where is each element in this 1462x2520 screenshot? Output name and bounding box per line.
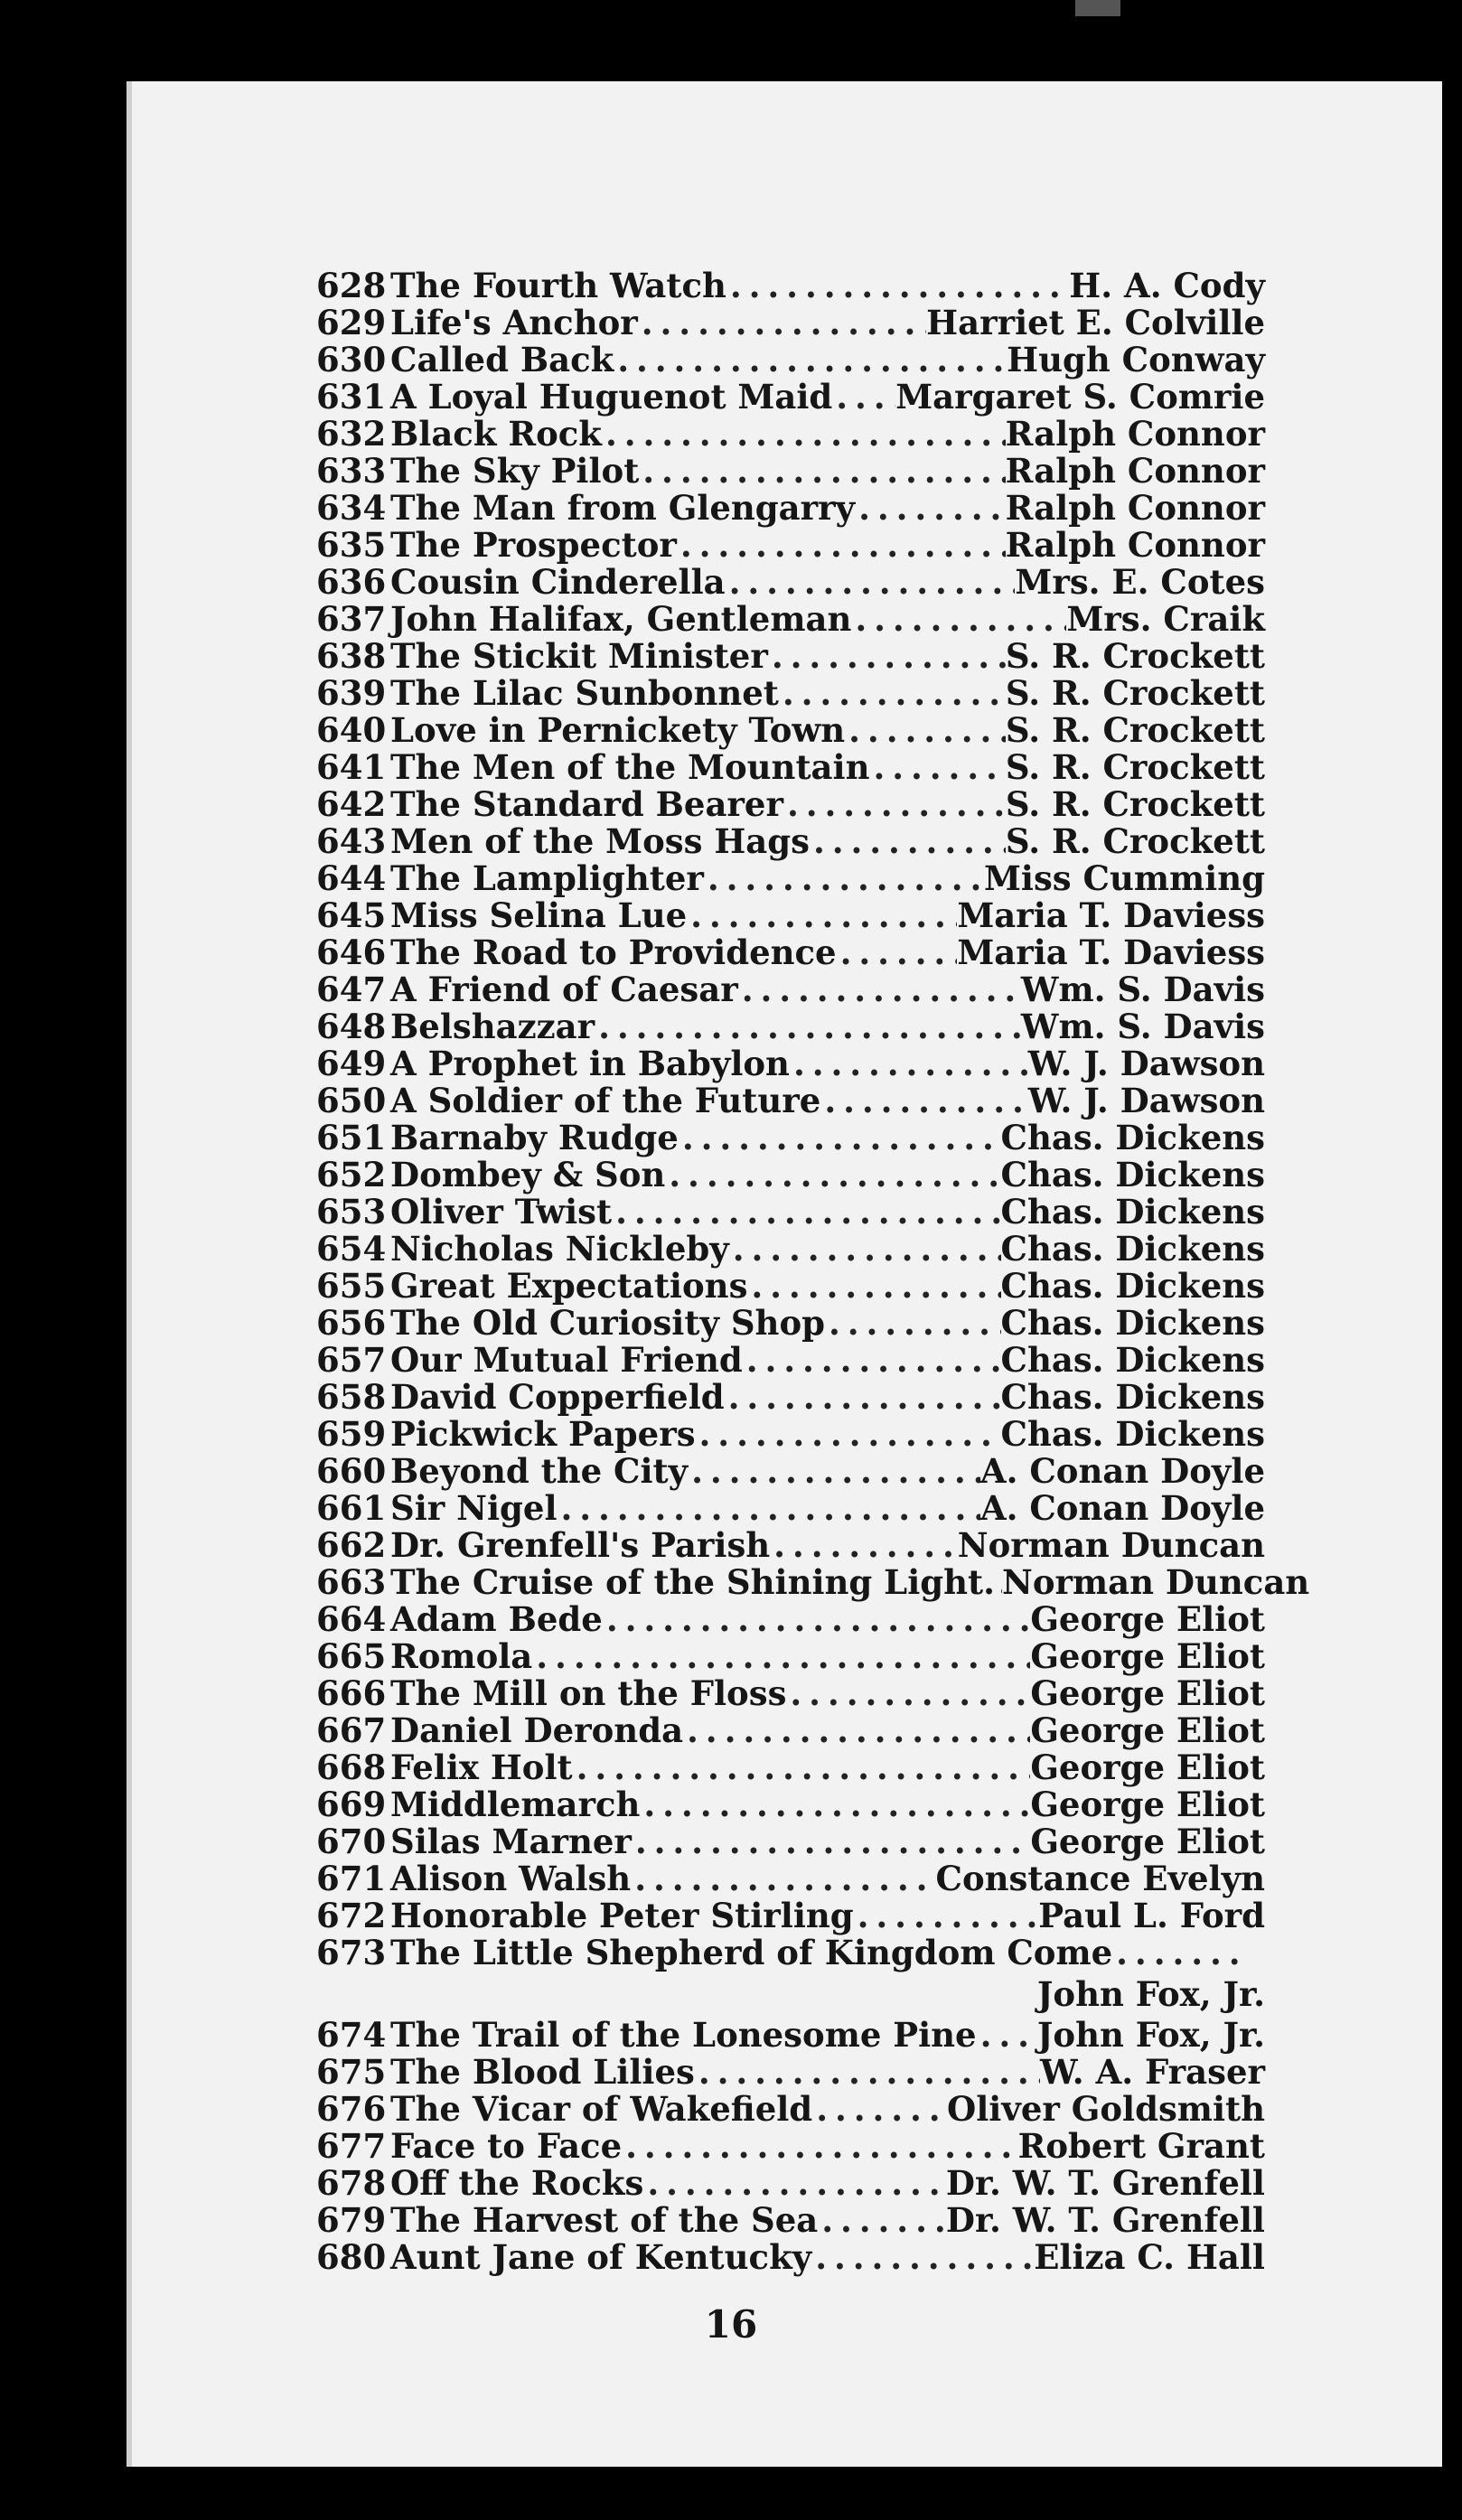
- entry-title: Nicholas Nickleby: [390, 1229, 729, 1269]
- entry-number: 649: [316, 1044, 387, 1083]
- catalog-entry: [316, 1305, 1265, 1342]
- dot-leader: [825, 1305, 1001, 1342]
- entry-author: Ralph Connor: [1005, 414, 1265, 454]
- catalog-entry: [316, 1527, 1265, 1564]
- entry-author: George Eliot: [1030, 1673, 1265, 1713]
- entry-number: 652: [316, 1155, 387, 1194]
- entry-title: Love in Pernickety Town: [390, 710, 846, 750]
- catalog-entry: [316, 638, 1265, 675]
- entry-title: The Mill on the Floss: [390, 1673, 787, 1713]
- entry-title: Our Mutual Friend: [390, 1340, 743, 1380]
- entry-author: Chas. Dickens: [1000, 1266, 1265, 1306]
- catalog-entry: [316, 1119, 1265, 1157]
- entry-title: Alison Walsh: [390, 1859, 632, 1898]
- entry-author: A. Conan Doyle: [979, 1488, 1265, 1528]
- entry-number: 671: [316, 1859, 387, 1898]
- entry-title: The Fourth Watch: [390, 266, 726, 305]
- entry-title: Aunt Jane of Kentucky: [390, 2237, 812, 2277]
- entry-author: Dr. W. T. Grenfell: [945, 2200, 1265, 2240]
- dot-leader: [612, 1194, 1000, 1231]
- entry-author: George Eliot: [1030, 1710, 1265, 1750]
- dot-leader: [854, 1897, 1039, 1934]
- entry-title: Daniel Deronda: [390, 1710, 684, 1750]
- entry-number: 672: [316, 1896, 387, 1935]
- entry-author: S. R. Crockett: [1005, 821, 1265, 861]
- dot-leader: [683, 1712, 1030, 1749]
- entry-title: Belshazzar: [390, 1007, 595, 1046]
- entry-author: W. J. Dawson: [1027, 1081, 1265, 1120]
- entry-author: Dr. W. T. Grenfell: [945, 2163, 1265, 2203]
- entry-number: 638: [316, 636, 387, 676]
- catalog-entry: [316, 2054, 1265, 2091]
- entry-number: 665: [316, 1636, 387, 1676]
- catalog-entry: [316, 1045, 1265, 1082]
- entry-author: S. R. Crockett: [1005, 784, 1265, 824]
- entry-number: 660: [316, 1451, 387, 1491]
- entry-author: Paul L. Ford: [1038, 1896, 1265, 1935]
- catalog-entry: [316, 1749, 1265, 1786]
- catalog-entry: [316, 267, 1265, 304]
- dot-leader: [768, 638, 1006, 675]
- entry-author: Mrs. Craik: [1066, 599, 1265, 639]
- entry-title: The Cruise of the Shining Light.: [390, 1562, 995, 1602]
- entry-title: Barnaby Rudge: [390, 1118, 679, 1157]
- entry-number: 647: [316, 970, 387, 1009]
- catalog-entry: [316, 2202, 1265, 2239]
- entry-number: 629: [316, 303, 387, 342]
- entry-author: Chas. Dickens: [1000, 1340, 1265, 1380]
- entry-title: The Lilac Sunbonnet: [390, 673, 779, 713]
- catalog-entry: [316, 2165, 1265, 2202]
- entry-author: S. R. Crockett: [1005, 747, 1265, 787]
- entry-title: The Harvest of the Sea: [390, 2200, 819, 2240]
- entry-title: Great Expectations: [390, 1266, 748, 1306]
- entry-title: Face to Face: [390, 2126, 623, 2166]
- dot-leader: [665, 1157, 1000, 1194]
- dot-leader: [643, 2165, 946, 2202]
- entry-number: 639: [316, 673, 387, 713]
- dot-leader: [783, 786, 1006, 823]
- dot-leader: [632, 1823, 1030, 1860]
- dot-leader: [679, 1119, 1001, 1157]
- entry-title: The Lamplighter: [390, 858, 704, 898]
- entry-number: 669: [316, 1785, 387, 1824]
- entry-author: W. A. Fraser: [1040, 2052, 1265, 2092]
- entry-number: 646: [316, 932, 387, 972]
- dot-leader: [726, 267, 1069, 304]
- entry-author: H. A. Cody: [1069, 266, 1265, 305]
- entry-author: Wm. S. Davis: [1020, 970, 1265, 1009]
- dot-leader: [726, 564, 1016, 601]
- entry-author: S. R. Crockett: [1005, 673, 1265, 713]
- dot-leader: [602, 416, 1006, 453]
- entry-title: The Old Curiosity Shop: [390, 1303, 825, 1343]
- entry-number: 673: [316, 1933, 387, 1972]
- dot-leader: [820, 1082, 1027, 1119]
- entry-number: 657: [316, 1340, 387, 1380]
- entry-author: Norman Duncan: [1002, 1562, 1310, 1602]
- entry-number: 664: [316, 1599, 387, 1639]
- entry-author: Chas. Dickens: [1000, 1414, 1265, 1454]
- entry-number: 661: [316, 1488, 387, 1528]
- catalog-entry: [316, 490, 1265, 527]
- dot-leader: [1112, 1934, 1246, 1972]
- catalog-entry: [316, 1453, 1265, 1490]
- catalog-entry: [316, 675, 1265, 712]
- entry-author: Maria T. Daviess: [957, 895, 1265, 935]
- entry-title: Honorable Peter Stirling: [390, 1896, 854, 1935]
- entry-number: 651: [316, 1118, 387, 1157]
- entry-author: Margaret S. Comrie: [895, 377, 1265, 417]
- dot-leader: [704, 860, 984, 897]
- entry-author: S. R. Crockett: [1005, 710, 1265, 750]
- entry-number: 670: [316, 1822, 387, 1861]
- catalog-entry: [316, 1268, 1265, 1305]
- entry-number: 674: [316, 2015, 387, 2055]
- entry-number: 650: [316, 1081, 387, 1120]
- catalog-entry: [316, 1082, 1265, 1119]
- entry-title: Cousin Cinderella: [390, 562, 726, 602]
- catalog-entry: [316, 304, 1265, 342]
- entry-title: A Loyal Huguenot Maid: [390, 377, 833, 417]
- entry-title: A Prophet in Babylon: [390, 1044, 790, 1083]
- entry-title: Pickwick Papers: [390, 1414, 696, 1454]
- entry-number: 632: [316, 414, 387, 454]
- dot-leader: [811, 2239, 1034, 2276]
- dot-leader: [558, 1490, 980, 1527]
- entry-title: Dr. Grenfell's Parish: [390, 1525, 771, 1565]
- dot-leader: [631, 1860, 935, 1897]
- catalog-entry: [316, 601, 1265, 638]
- entry-title: Middlemarch: [390, 1785, 641, 1824]
- entry-author: Ralph Connor: [1005, 488, 1265, 528]
- entry-number: 635: [316, 525, 387, 565]
- entry-author: Ralph Connor: [1005, 451, 1265, 491]
- catalog-entry: [316, 1638, 1265, 1675]
- catalog-entry: [316, 971, 1265, 1008]
- entry-title: Silas Marner: [390, 1822, 632, 1861]
- entry-number: 676: [316, 2089, 387, 2129]
- entry-number: 678: [316, 2163, 387, 2203]
- catalog-entry: [316, 1379, 1265, 1416]
- dot-leader: [738, 971, 1021, 1008]
- entry-author: Wm. S. Davis: [1020, 1007, 1265, 1046]
- entry-number: 656: [316, 1303, 387, 1343]
- dot-leader: [869, 749, 1005, 786]
- catalog-entry: [316, 1675, 1265, 1712]
- catalog-entry: [316, 712, 1265, 749]
- catalog-entry: [316, 749, 1265, 786]
- entry-number: 634: [316, 488, 387, 528]
- entry-title: A Friend of Caesar: [390, 970, 738, 1009]
- entry-author: Mrs. E. Cotes: [1015, 562, 1265, 602]
- book-catalog-list: [316, 266, 1310, 2277]
- catalog-entry: [316, 2239, 1265, 2276]
- entry-title: Sir Nigel: [390, 1488, 558, 1528]
- entry-title: John Halifax, Gentleman: [390, 599, 852, 639]
- entry-title: Life's Anchor: [390, 303, 638, 342]
- entry-author: Chas. Dickens: [1000, 1192, 1265, 1232]
- entry-number: 636: [316, 562, 387, 602]
- dot-leader: [695, 2054, 1040, 2091]
- dot-leader: [855, 490, 1005, 527]
- catalog-entry: [316, 786, 1265, 823]
- catalog-entry: [316, 934, 1265, 971]
- page-number: 16: [704, 2302, 758, 2347]
- entry-title: Oliver Twist: [390, 1192, 613, 1232]
- entry-title: The Little Shepherd of Kingdom Come: [390, 1933, 1113, 1972]
- entry-author: Ralph Connor: [1005, 525, 1265, 565]
- entry-title: Black Rock: [390, 414, 602, 454]
- entry-author: Robert Grant: [1017, 2126, 1265, 2166]
- catalog-entry: [316, 1786, 1265, 1823]
- entry-title: A Soldier of the Future: [390, 1081, 821, 1120]
- entry-number: 631: [316, 377, 387, 417]
- entry-number: 633: [316, 451, 387, 491]
- dot-leader: [770, 1527, 958, 1564]
- entry-author: Maria T. Daviess: [957, 932, 1265, 972]
- entry-title: Called Back: [390, 340, 614, 379]
- catalog-entry: [316, 1157, 1265, 1194]
- dot-leader: [812, 2091, 947, 2128]
- entry-number: 628: [316, 266, 387, 305]
- entry-number: 654: [316, 1229, 387, 1269]
- entry-number: 637: [316, 599, 387, 639]
- dot-leader: [640, 1786, 1030, 1823]
- dot-leader: [725, 1379, 1001, 1416]
- entry-number: 666: [316, 1673, 387, 1713]
- entry-author: George Eliot: [1030, 1822, 1265, 1861]
- catalog-entry: [316, 860, 1265, 897]
- entry-title: The Vicar of Wakefield: [390, 2089, 813, 2129]
- catalog-entry: [316, 1008, 1265, 1045]
- entry-title: The Man from Glengarry: [390, 488, 856, 528]
- entry-author: Oliver Goldsmith: [947, 2089, 1265, 2129]
- catalog-entry: [316, 2091, 1265, 2128]
- entry-title: Miss Selina Lue: [390, 895, 688, 935]
- entry-author: George Eliot: [1030, 1599, 1265, 1639]
- entry-title: Men of the Moss Hags: [390, 821, 810, 861]
- entry-number: 668: [316, 1747, 387, 1787]
- dot-leader: [818, 2202, 946, 2239]
- entry-author: Constance Evelyn: [935, 1859, 1265, 1898]
- dot-leader: [622, 2128, 1018, 2165]
- entry-number: 630: [316, 340, 387, 379]
- entry-author: George Eliot: [1030, 1747, 1265, 1787]
- entry-title: The Prospector: [390, 525, 677, 565]
- entry-title: David Copperfield: [390, 1377, 725, 1417]
- catalog-entry: [316, 1194, 1265, 1231]
- dot-leader: [845, 712, 1006, 749]
- catalog-entry: [316, 1562, 1310, 1602]
- dot-leader: [747, 1268, 1000, 1305]
- entry-author: Chas. Dickens: [1000, 1303, 1265, 1343]
- catalog-entry: [316, 2128, 1265, 2165]
- entry-title: Felix Holt: [390, 1747, 573, 1787]
- entry-author: Chas. Dickens: [1000, 1377, 1265, 1417]
- catalog-entry: [316, 379, 1265, 416]
- dot-leader: [837, 934, 958, 971]
- catalog-entry: [316, 1416, 1265, 1453]
- entry-number: 662: [316, 1525, 387, 1565]
- catalog-entry: [316, 1601, 1265, 1638]
- entry-number: 644: [316, 858, 387, 898]
- catalog-entry: [316, 1342, 1265, 1379]
- entry-title: The Trail of the Lonesome Pine: [390, 2015, 977, 2055]
- catalog-entry: [316, 416, 1265, 453]
- entry-title: The Sky Pilot: [390, 451, 640, 491]
- entry-title: Romola: [390, 1636, 533, 1676]
- entry-number: 675: [316, 2052, 387, 2092]
- entry-title: The Blood Lilies: [390, 2052, 695, 2092]
- dot-leader: [810, 823, 1006, 860]
- dot-leader: [851, 601, 1066, 638]
- catalog-entry: [316, 564, 1265, 601]
- entry-number: 653: [316, 1192, 387, 1232]
- dot-leader: [532, 1638, 1030, 1675]
- binding-mark: [1075, 0, 1120, 16]
- entry-number: 680: [316, 2237, 387, 2277]
- entry-number: 643: [316, 821, 387, 861]
- catalog-entry: [316, 1934, 1265, 2017]
- entry-number: 658: [316, 1377, 387, 1417]
- entry-author: Eliza C. Hall: [1034, 2237, 1265, 2277]
- catalog-entry: [316, 1490, 1265, 1527]
- entry-author: Chas. Dickens: [1000, 1118, 1265, 1157]
- dot-leader: [687, 897, 957, 934]
- entry-author: Hugh Conway: [1007, 340, 1265, 379]
- entry-number: 645: [316, 895, 387, 935]
- entry-author: Harriet E. Colville: [926, 303, 1265, 342]
- entry-author: John Fox, Jr.: [1036, 1973, 1265, 2014]
- catalog-entry: [316, 1860, 1265, 1897]
- entry-author: Norman Duncan: [957, 1525, 1265, 1565]
- entry-title: The Men of the Mountain: [390, 747, 870, 787]
- dot-leader: [677, 527, 1006, 564]
- entry-author: Miss Cumming: [983, 858, 1265, 898]
- dot-leader: [595, 1008, 1021, 1045]
- entry-number: 640: [316, 710, 387, 750]
- entry-title: Adam Bede: [390, 1599, 603, 1639]
- entry-number: 663: [316, 1562, 387, 1602]
- catalog-entry: [316, 453, 1265, 490]
- entry-author: Chas. Dickens: [1000, 1155, 1265, 1194]
- dot-leader: [995, 1564, 1002, 1601]
- dot-leader: [832, 379, 895, 416]
- entry-number: 641: [316, 747, 387, 787]
- dot-leader: [638, 304, 926, 342]
- catalog-entry: [316, 897, 1265, 934]
- dot-leader: [743, 1342, 1001, 1379]
- catalog-entry: [316, 527, 1265, 564]
- dot-leader: [696, 1416, 1001, 1453]
- dot-leader: [688, 1453, 980, 1490]
- dot-leader: [603, 1601, 1031, 1638]
- entry-author: George Eliot: [1030, 1636, 1265, 1676]
- catalog-entry: [316, 1712, 1265, 1749]
- dot-leader: [729, 1231, 1001, 1268]
- entry-author: John Fox, Jr.: [1036, 2015, 1265, 2055]
- entry-author: S. R. Crockett: [1005, 636, 1265, 676]
- catalog-entry: [316, 1897, 1265, 1934]
- entry-author: A. Conan Doyle: [979, 1451, 1265, 1491]
- dot-leader: [790, 1045, 1028, 1082]
- entry-title: The Road to Providence: [390, 932, 837, 972]
- entry-number: 659: [316, 1414, 387, 1454]
- entry-number: 667: [316, 1710, 387, 1750]
- entry-author: Chas. Dickens: [1000, 1229, 1265, 1269]
- entry-number: 655: [316, 1266, 387, 1306]
- dot-leader: [779, 675, 1006, 712]
- catalog-entry: [316, 823, 1265, 860]
- entry-title: Beyond the City: [390, 1451, 689, 1491]
- entry-title: Dombey & Son: [390, 1155, 666, 1194]
- entry-number: 679: [316, 2200, 387, 2240]
- dot-leader: [614, 342, 1007, 379]
- entry-number: 677: [316, 2126, 387, 2166]
- entry-title: The Standard Bearer: [390, 784, 783, 824]
- entry-title: Off the Rocks: [390, 2163, 644, 2203]
- catalog-entry: [316, 342, 1265, 379]
- dot-leader: [977, 2017, 1037, 2054]
- entry-title: The Stickit Minister: [390, 636, 768, 676]
- dot-leader: [786, 1675, 1030, 1712]
- entry-author: W. J. Dawson: [1027, 1044, 1265, 1083]
- entry-author: George Eliot: [1030, 1785, 1265, 1824]
- entry-number: 648: [316, 1007, 387, 1046]
- dot-leader: [639, 453, 1005, 490]
- catalog-entry: [316, 1823, 1265, 1860]
- catalog-entry: [316, 2017, 1265, 2054]
- catalog-entry: [316, 1231, 1265, 1268]
- entry-number: 642: [316, 784, 387, 824]
- dot-leader: [573, 1749, 1031, 1786]
